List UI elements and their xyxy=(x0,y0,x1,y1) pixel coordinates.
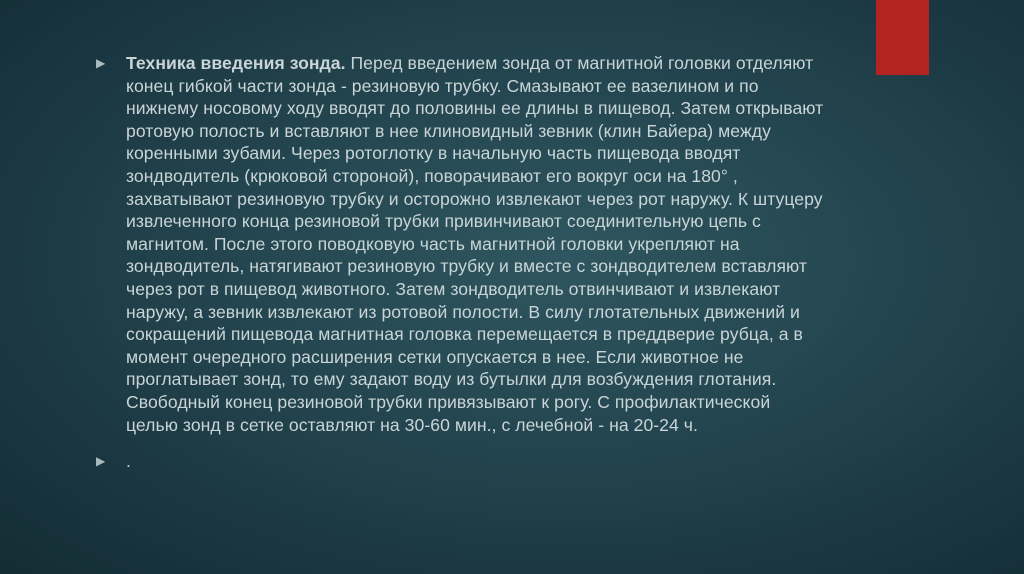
bullet-list xyxy=(96,52,936,473)
bullet-body-text: . xyxy=(126,451,131,472)
bullet-paragraph xyxy=(126,450,826,473)
bullet-lead-text: Техника введения зонда. xyxy=(126,53,346,73)
bullet-body-text: Перед введением зонда от магнитной головки отделяют конец гибкой части зонда - резиновую трубку. Смазывают ее вазелином и по нижнему носовому ходу вводят до половины ее длины в пищевод. Затем открывают ротовую полость и вставляют в нее клиновидный зевник (клин Байера) между коренными зубами. Через ротоглотку в начальную часть пищевода вводят зондводитель (крюковой стороной), поворачивают его вокруг оси на 180° , захватывают резиновую трубку и осторожно извлекают через рот наружу. К штуцеру извлеченного конца резиновой трубки привинчивают соединительную цепь с магнитом. После этого поводковую часть магнитной головки укрепляют на зондводитель, натягивают резиновую трубку и вместе с зондводителем вставляют через рот в пищевод животного. Затем зондводитель отвинчивают и извлекают наружу, а зевник извлекают из ротовой полости. В силу глотательных движений и сокращений пищевода магнитная головка перемещается в преддверие рубца, а в момент очередного расширения сетки опускается в нее. Если животное не проглатывает зонд, то ему задают воду из бутылки для возбуждения глотания. Свободный конец резиновой трубки привязывают к рогу. С профилактической целью зонд в сетке оставляют на 30-60 мин., с лечебной - на 20-24 ч. xyxy=(126,53,824,435)
bullet-item-empty xyxy=(96,450,936,473)
bullet-paragraph xyxy=(126,52,826,436)
bullet-arrow-icon: ▶ xyxy=(96,56,106,70)
bullet-item-technique xyxy=(96,52,936,436)
bullet-arrow-icon: ▶ xyxy=(96,454,106,469)
